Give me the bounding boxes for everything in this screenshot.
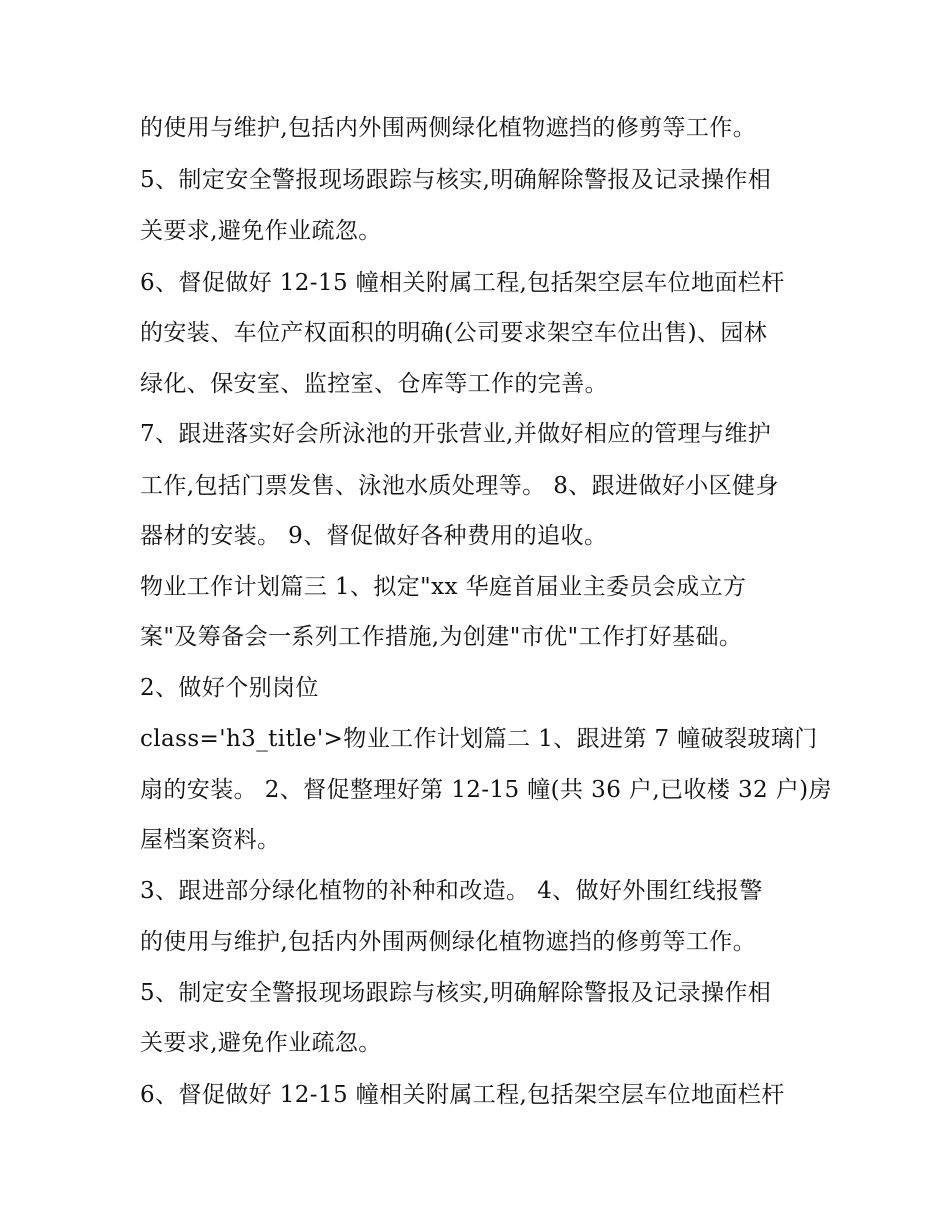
text-line: 6、督促做好 12-15 幢相关附属工程,包括架空层车位地面栏杆 (140, 1082, 785, 1108)
text-line: 屋档案资料。 (140, 827, 281, 853)
text-line: 器材的安装。 9、督促做好各种费用的追收。 (140, 523, 608, 549)
text-line: 5、制定安全警报现场跟踪与核实,明确解除警报及记录操作相 (140, 980, 772, 1006)
text-line: class='h3_title'>物业工作计划篇二 1、跟进第 7 幢破裂玻璃门 (140, 726, 818, 752)
text-line: 5、制定安全警报现场跟踪与核实,明确解除警报及记录操作相 (140, 167, 772, 193)
text-line: 的使用与维护,包括内外围两侧绿化植物遮挡的修剪等工作。 (140, 115, 757, 141)
text-line: 2、做好个别岗位 (140, 675, 319, 701)
text-line: 案"及筹备会一系列工作措施,为创建"市优"工作打好基础。 (140, 624, 743, 650)
text-line: 的使用与维护,包括内外围两侧绿化植物遮挡的修剪等工作。 (140, 929, 757, 955)
text-line: 绿化、保安室、监控室、仓库等工作的完善。 (140, 371, 608, 397)
text-line: 的安装、车位产权面积的明确(公司要求架空车位出售)、园林 (140, 320, 768, 346)
text-line: 工作,包括门票发售、泳池水质处理等。 8、跟进做好小区健身 (140, 473, 779, 499)
text-line: 物业工作计划篇三 1、拟定"xx 华庭首届业主委员会成立方 (140, 574, 747, 600)
text-line: 3、跟进部分绿化植物的补种和改造。 4、做好外围红线报警 (140, 878, 763, 904)
text-line: 6、督促做好 12-15 幢相关附属工程,包括架空层车位地面栏杆 (140, 270, 785, 296)
text-line: 关要求,避免作业疏忽。 (140, 1030, 382, 1056)
text-line: 关要求,避免作业疏忽。 (140, 218, 382, 244)
text-line: 扇的安装。 2、督促整理好第 12-15 幢(共 36 户,已收楼 32 户)房 (140, 777, 832, 803)
text-line: 7、跟进落实好会所泳池的开张营业,并做好相应的管理与维护 (140, 421, 772, 447)
